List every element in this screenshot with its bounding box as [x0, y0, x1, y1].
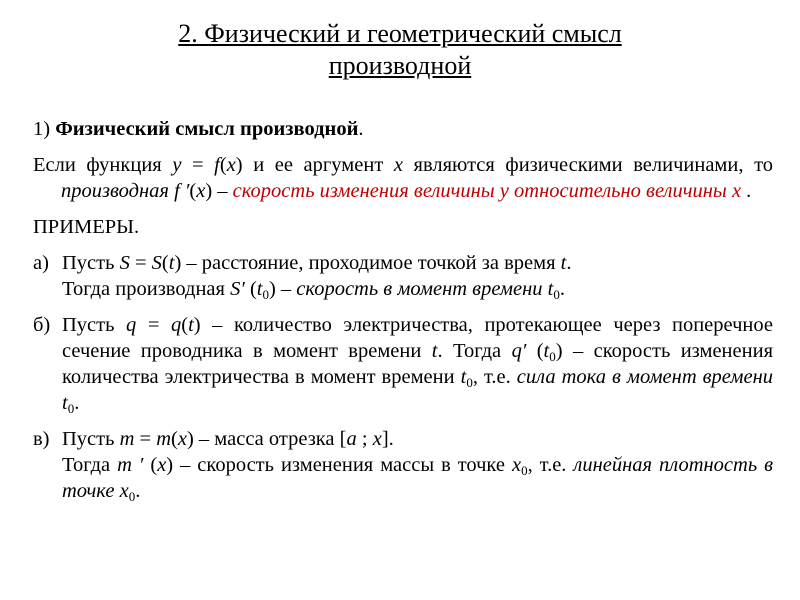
- example-a-label: а): [33, 252, 49, 274]
- ex-text-italic: линейная плотность в точке: [62, 454, 774, 502]
- def-paren: ): [205, 180, 213, 202]
- ex-var: x: [372, 428, 382, 450]
- ex-sub: 0: [262, 287, 269, 302]
- ex-text: Пусть: [62, 428, 120, 450]
- ex-paren: (: [181, 314, 189, 336]
- ex-sub: 0: [553, 287, 560, 302]
- ex-text: – расстояние, проходимое точкой за время: [181, 252, 561, 274]
- ex-var: x: [177, 428, 187, 450]
- ex-var: m: [119, 428, 135, 450]
- ex-sep: ;: [356, 428, 373, 450]
- example-a-text: [62, 250, 773, 302]
- ex-var: q′: [511, 340, 527, 362]
- ex-paren: ): [555, 340, 563, 362]
- ex-eq: =: [136, 314, 171, 336]
- example-b-label: б): [33, 314, 51, 336]
- example-c-text: [62, 426, 773, 504]
- ex-text: – скорость изменения количества электричества в момент времени: [62, 340, 774, 388]
- ex-var: t: [547, 278, 554, 300]
- ex-var: S: [151, 252, 162, 274]
- title-line-2: производной: [328, 51, 472, 80]
- ex-text: Тогда производная: [62, 278, 231, 300]
- def-var-f: f: [214, 154, 220, 176]
- ex-var: t: [256, 278, 263, 300]
- ex-text: , т.е.: [527, 454, 574, 476]
- example-c-label: в): [33, 428, 50, 450]
- section-heading: [33, 116, 773, 142]
- def-var-x: x: [393, 154, 403, 176]
- ex-text-italic: сила тока в момент времени: [516, 366, 773, 388]
- def-eq: =: [181, 154, 215, 176]
- ex-var: t: [543, 340, 550, 362]
- ex-text: , т.е.: [472, 366, 517, 388]
- ex-dot: .: [437, 340, 443, 362]
- examples-label: ПРИМЕРЫ.: [33, 216, 140, 238]
- ex-text: Пусть: [62, 314, 127, 336]
- def-dash: –: [212, 180, 233, 202]
- ex-var: x: [119, 480, 129, 502]
- ex-paren: ): [186, 428, 194, 450]
- ex-sub: 0: [67, 401, 75, 416]
- ex-paren: ): [193, 314, 201, 336]
- ex-paren: (: [244, 278, 257, 300]
- ex-var: m: [156, 428, 172, 450]
- ex-sub: 0: [521, 463, 528, 478]
- ex-text: Тогда: [62, 454, 118, 476]
- ex-paren: (: [171, 428, 178, 450]
- example-b-text: [62, 312, 773, 416]
- ex-var: x: [511, 454, 522, 476]
- ex-var: t: [168, 252, 175, 274]
- ex-var: a: [346, 428, 357, 450]
- ex-paren: ): [268, 278, 276, 300]
- ex-dot: .: [559, 278, 565, 300]
- ex-var: q: [126, 314, 137, 336]
- def-paren: ): [235, 154, 243, 176]
- ex-paren: (: [143, 454, 158, 476]
- ex-var: S: [119, 252, 130, 274]
- ex-paren: ): [174, 252, 182, 274]
- ex-var: t: [62, 392, 68, 414]
- ex-var: x: [157, 454, 167, 476]
- definition-paragraph: [33, 152, 773, 204]
- ex-var: m ′: [117, 454, 144, 476]
- ex-var: t: [460, 366, 467, 388]
- ex-text: Пусть: [62, 252, 120, 274]
- ex-text: Тогда: [453, 340, 512, 362]
- example-b: [33, 312, 773, 416]
- ex-sub: 0: [128, 489, 136, 504]
- section-heading-text: Физический смысл производной: [55, 118, 359, 140]
- def-text-3: являются физическими величинами, то: [402, 154, 774, 176]
- ex-text: – количество электричества, протекающее через поперечное сечение проводника в момент времени: [62, 314, 773, 362]
- ex-text-italic: – скорость в момент времени: [275, 278, 548, 300]
- ex-var: t: [188, 314, 194, 336]
- ex-paren: ): [166, 454, 174, 476]
- example-c: [33, 426, 773, 504]
- ex-var: t: [431, 340, 438, 362]
- section-number: 1): [33, 118, 51, 140]
- def-paren: (: [219, 154, 227, 176]
- slide-title: [60, 18, 740, 82]
- ex-sub: 0: [549, 349, 556, 364]
- def-text-2: и ее аргумент: [242, 154, 394, 176]
- ex-sub: 0: [466, 375, 473, 390]
- ex-var: t: [560, 252, 567, 274]
- def-text-1: Если функция: [33, 154, 173, 176]
- ex-var: q: [170, 314, 182, 336]
- ex-text: ].: [381, 428, 394, 450]
- def-var-y: y: [172, 154, 182, 176]
- slide-body: [33, 116, 773, 514]
- ex-paren: (: [161, 252, 169, 274]
- example-a: [33, 250, 773, 302]
- ex-text: – масса отрезка [: [193, 428, 347, 450]
- def-var-x: x: [226, 154, 236, 176]
- ex-text: – скорость изменения массы в точке: [173, 454, 512, 476]
- def-fprime: f ′: [168, 180, 190, 202]
- ex-eq: =: [129, 252, 152, 274]
- ex-dot: .: [74, 392, 80, 414]
- ex-eq: =: [134, 428, 157, 450]
- def-speed-text: скорость изменения величины y относительно величины x: [232, 180, 742, 202]
- def-end: .: [741, 180, 752, 202]
- def-paren: (: [189, 180, 197, 202]
- title-line-1: 2. Физический и геометрический смысл: [178, 19, 622, 48]
- ex-var: S′: [230, 278, 245, 300]
- section-period: .: [358, 118, 364, 140]
- def-var-x: x: [196, 180, 206, 202]
- ex-dot: .: [135, 480, 141, 502]
- def-derivative-word: производная: [61, 180, 169, 202]
- ex-paren: (: [526, 340, 544, 362]
- ex-dot: .: [566, 252, 572, 274]
